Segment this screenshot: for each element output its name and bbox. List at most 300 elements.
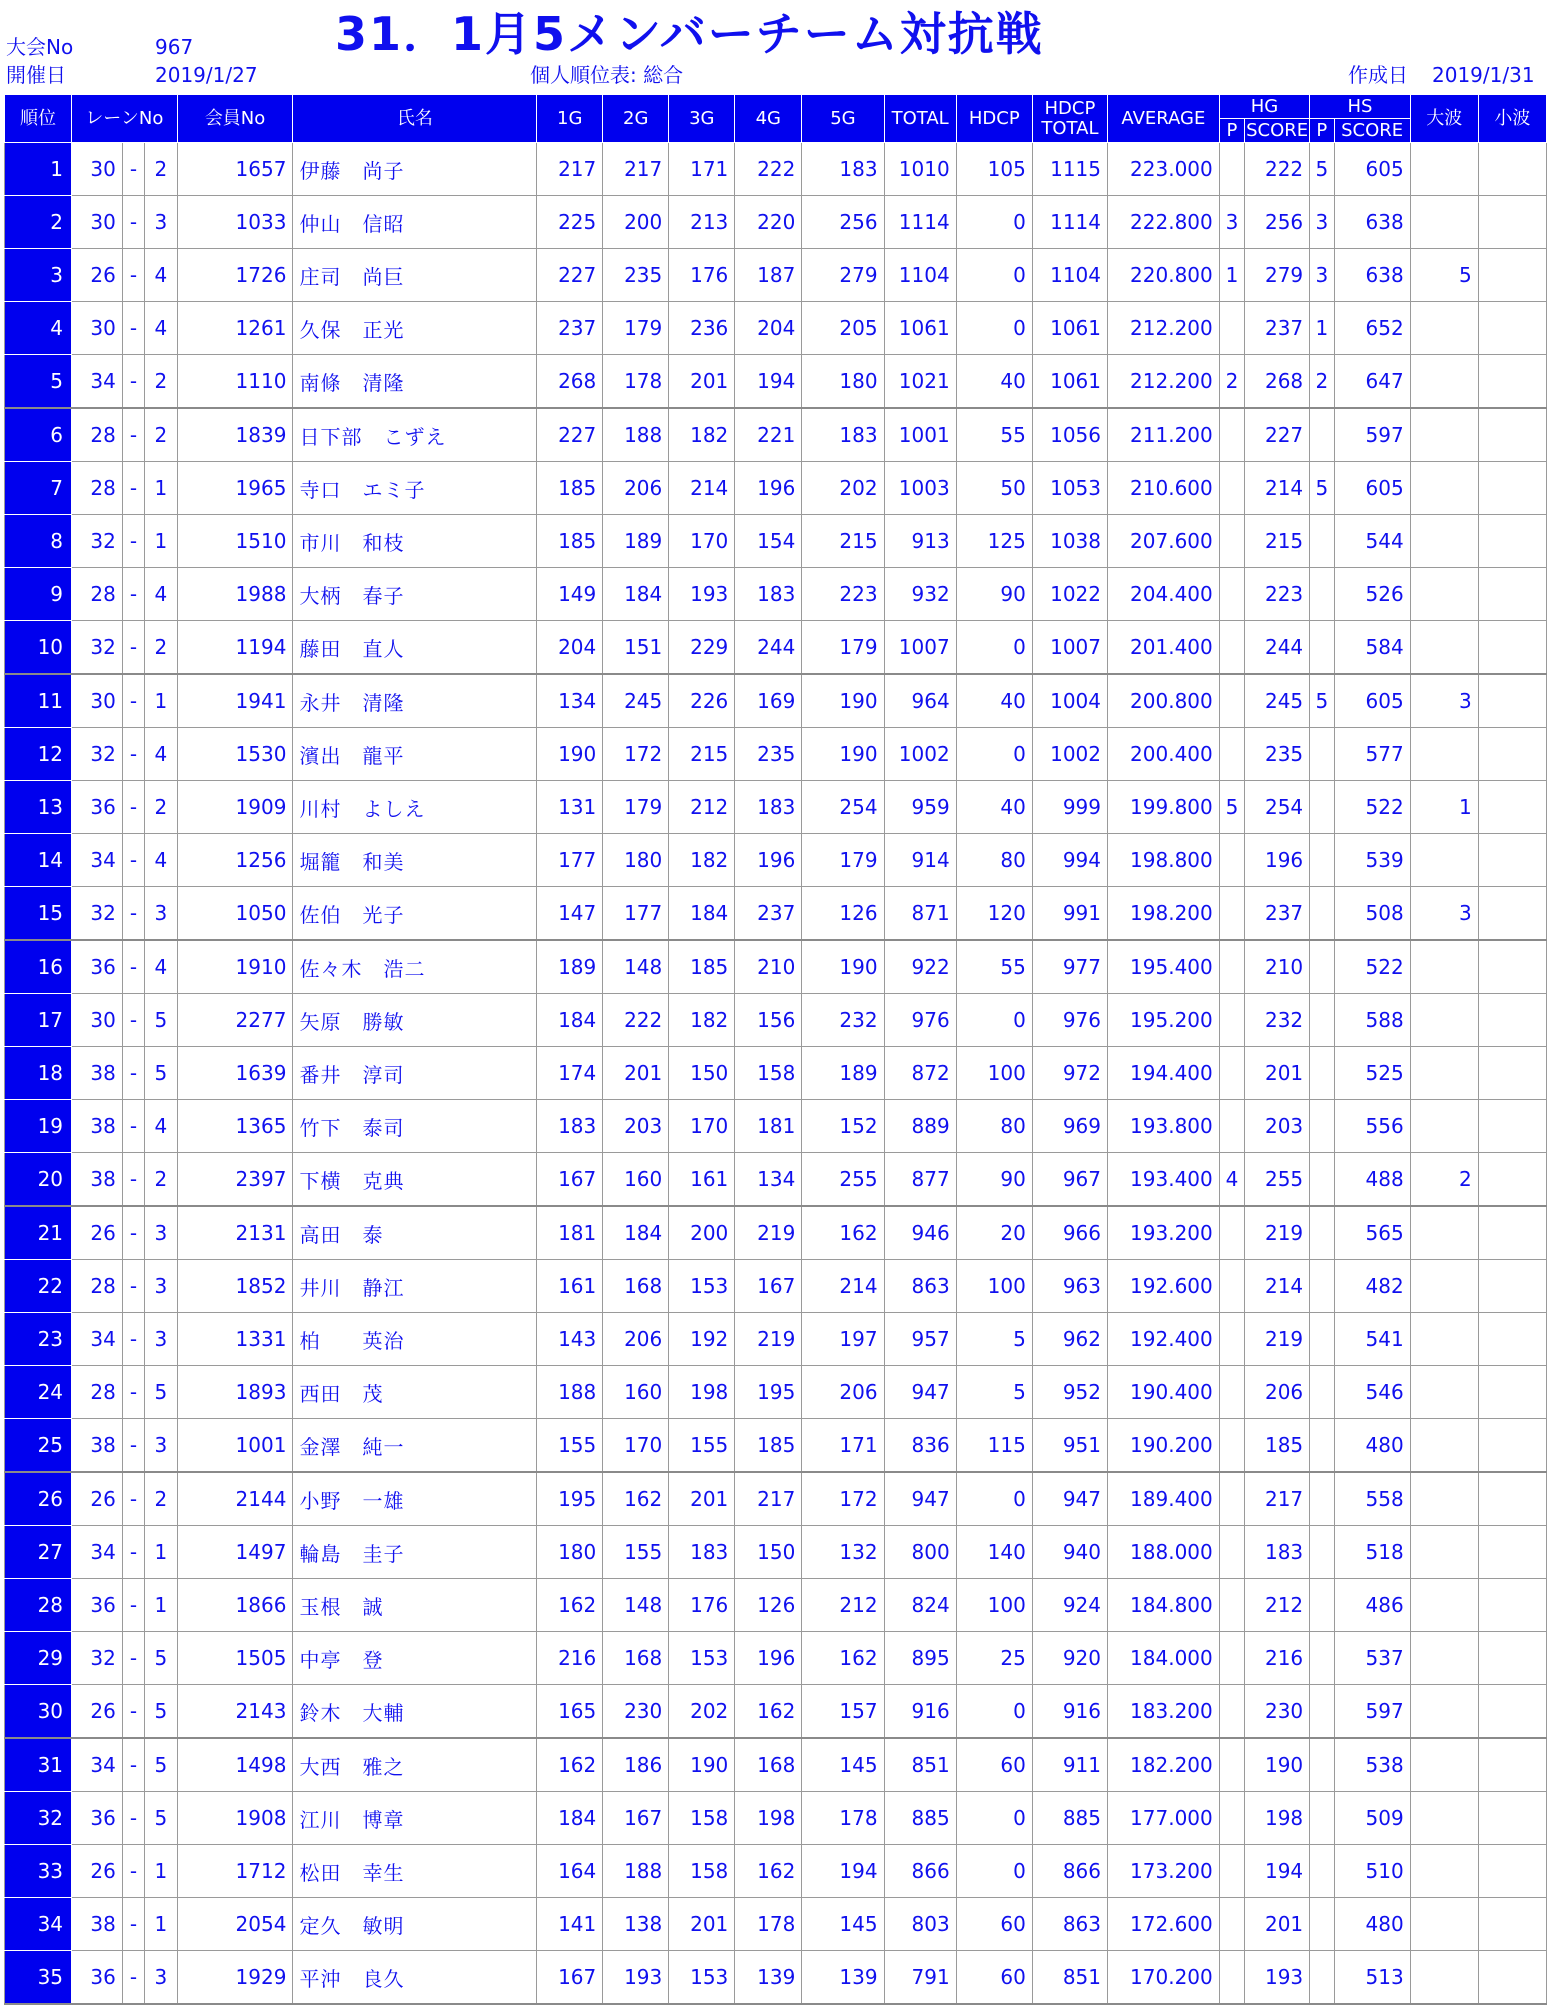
name-cell: 小野 一雄 — [293, 1472, 537, 1526]
hs-p-cell — [1310, 1792, 1334, 1845]
game2-cell: 206 — [603, 462, 669, 515]
hdcp-total-cell: 851 — [1032, 1951, 1107, 2005]
game3-cell: 212 — [669, 781, 735, 834]
big-wave-cell — [1410, 1632, 1478, 1685]
lane-pos-cell: 5 — [145, 1792, 178, 1845]
hdcp-total-cell: 994 — [1032, 834, 1107, 887]
big-wave-cell — [1410, 1100, 1478, 1153]
hg-score-cell: 255 — [1245, 1153, 1310, 1207]
average-cell: 198.200 — [1108, 887, 1220, 941]
hg-p-cell — [1219, 1845, 1244, 1898]
lane-cell: 28 — [72, 568, 123, 621]
name-cell: 市川 和枝 — [293, 515, 537, 568]
small-wave-cell — [1478, 1526, 1546, 1579]
hs-p-cell — [1310, 1260, 1334, 1313]
lane-pos-cell: 2 — [145, 1472, 178, 1526]
hg-score-cell: 245 — [1245, 674, 1310, 728]
hg-p-cell — [1219, 1792, 1244, 1845]
game5-cell: 190 — [802, 940, 884, 994]
lane-cell: 26 — [72, 1472, 123, 1526]
hdcp-total-cell: 972 — [1032, 1047, 1107, 1100]
game2-cell: 162 — [603, 1472, 669, 1526]
hdcp-total-cell: 885 — [1032, 1792, 1107, 1845]
lane-pos-cell: 3 — [145, 1313, 178, 1366]
hdcp-cell: 0 — [956, 1845, 1032, 1898]
hs-score-cell: 588 — [1334, 994, 1410, 1047]
hdcp-cell: 0 — [956, 302, 1032, 355]
game3-cell: 184 — [669, 887, 735, 941]
table-row — [5, 1526, 1547, 1579]
game2-cell: 206 — [603, 1313, 669, 1366]
hs-score-cell: 480 — [1334, 1419, 1410, 1473]
event-date: 2019/1/27 — [155, 63, 258, 87]
average-cell: 195.200 — [1108, 994, 1220, 1047]
hdcp-cell: 0 — [956, 1472, 1032, 1526]
hs-p-cell — [1310, 994, 1334, 1047]
game5-cell: 162 — [802, 1206, 884, 1260]
lane-dash-cell: - — [122, 143, 144, 196]
table-row — [5, 1738, 1547, 1792]
rank-cell: 20 — [5, 1153, 72, 1207]
hg-p-cell — [1219, 1313, 1244, 1366]
name-cell: 佐伯 光子 — [293, 887, 537, 941]
lane-cell: 36 — [72, 1951, 123, 2005]
lane-cell: 38 — [72, 1898, 123, 1951]
hdcp-cell: 90 — [956, 1153, 1032, 1207]
lane-pos-cell: 3 — [145, 1419, 178, 1473]
hg-p-cell — [1219, 887, 1244, 941]
hs-p-cell — [1310, 515, 1334, 568]
game5-cell: 189 — [802, 1047, 884, 1100]
average-cell: 207.600 — [1108, 515, 1220, 568]
hg-p-cell — [1219, 728, 1244, 781]
hg-score-cell: 232 — [1245, 994, 1310, 1047]
big-wave-cell — [1410, 196, 1478, 249]
lane-dash-cell: - — [122, 249, 144, 302]
lane-pos-cell: 5 — [145, 1685, 178, 1739]
game2-cell: 235 — [603, 249, 669, 302]
hdcp-cell: 20 — [956, 1206, 1032, 1260]
hg-p-cell — [1219, 302, 1244, 355]
game3-cell: 182 — [669, 408, 735, 462]
game5-cell: 255 — [802, 1153, 884, 1207]
hdcp-cell: 125 — [956, 515, 1032, 568]
hg-p-cell — [1219, 1419, 1244, 1473]
big-wave-cell — [1410, 462, 1478, 515]
name-cell: 竹下 泰司 — [293, 1100, 537, 1153]
table-row — [5, 1898, 1547, 1951]
game1-cell: 147 — [537, 887, 603, 941]
table-row — [5, 1366, 1547, 1419]
game3-cell: 170 — [669, 1100, 735, 1153]
lane-pos-cell: 5 — [145, 1632, 178, 1685]
lane-dash-cell: - — [122, 1472, 144, 1526]
small-wave-cell — [1478, 1153, 1546, 1207]
big-wave-cell — [1410, 355, 1478, 409]
hdcp-total-cell: 1007 — [1032, 621, 1107, 675]
game2-cell: 178 — [603, 355, 669, 409]
lane-pos-cell: 4 — [145, 834, 178, 887]
game3-cell: 214 — [669, 462, 735, 515]
game2-cell: 245 — [603, 674, 669, 728]
name-cell: 番井 淳司 — [293, 1047, 537, 1100]
big-wave-cell — [1410, 1047, 1478, 1100]
hg-p-cell — [1219, 994, 1244, 1047]
big-wave-cell: 1 — [1410, 781, 1478, 834]
total-cell: 1003 — [884, 462, 956, 515]
game5-cell: 212 — [802, 1579, 884, 1632]
hdcp-cell: 40 — [956, 355, 1032, 409]
average-cell: 193.800 — [1108, 1100, 1220, 1153]
hg-score-cell: 216 — [1245, 1632, 1310, 1685]
small-wave-cell — [1478, 143, 1546, 196]
name-cell: 濱出 龍平 — [293, 728, 537, 781]
table-row — [5, 940, 1547, 994]
game1-cell: 165 — [537, 1685, 603, 1739]
member-no-cell: 2054 — [177, 1898, 293, 1951]
big-wave-cell — [1410, 1845, 1478, 1898]
member-no-cell: 1365 — [177, 1100, 293, 1153]
average-cell: 193.200 — [1108, 1206, 1220, 1260]
game4-cell: 156 — [735, 994, 802, 1047]
average-cell: 192.400 — [1108, 1313, 1220, 1366]
game1-cell: 217 — [537, 143, 603, 196]
small-wave-cell — [1478, 1047, 1546, 1100]
average-cell: 182.200 — [1108, 1738, 1220, 1792]
game2-cell: 184 — [603, 568, 669, 621]
game5-cell: 145 — [802, 1898, 884, 1951]
lane-cell: 38 — [72, 1100, 123, 1153]
hg-score-cell: 256 — [1245, 196, 1310, 249]
page-title: 31．1月5メンバーチーム対抗戦 — [335, 7, 1044, 61]
col-name: 氏名 — [293, 95, 537, 143]
hs-score-cell: 522 — [1334, 781, 1410, 834]
game2-cell: 188 — [603, 408, 669, 462]
game4-cell: 217 — [735, 1472, 802, 1526]
game4-cell: 134 — [735, 1153, 802, 1207]
hs-p-cell — [1310, 781, 1334, 834]
rank-cell: 17 — [5, 994, 72, 1047]
member-no-cell: 2277 — [177, 994, 293, 1047]
average-cell: 200.400 — [1108, 728, 1220, 781]
table-row — [5, 1792, 1547, 1845]
name-cell: 井川 静江 — [293, 1260, 537, 1313]
game2-cell: 217 — [603, 143, 669, 196]
table-body — [5, 143, 1547, 2005]
hs-score-cell: 539 — [1334, 834, 1410, 887]
hdcp-total-cell: 1038 — [1032, 515, 1107, 568]
hdcp-total-cell: 940 — [1032, 1526, 1107, 1579]
hs-p-cell: 3 — [1310, 196, 1334, 249]
lane-cell: 32 — [72, 728, 123, 781]
col-hs-score: SCORE — [1334, 119, 1410, 143]
hdcp-total-cell: 999 — [1032, 781, 1107, 834]
total-cell: 1104 — [884, 249, 956, 302]
average-cell: 198.800 — [1108, 834, 1220, 887]
hg-score-cell: 183 — [1245, 1526, 1310, 1579]
lane-pos-cell: 5 — [145, 994, 178, 1047]
rank-cell: 29 — [5, 1632, 72, 1685]
game4-cell: 183 — [735, 781, 802, 834]
average-cell: 200.800 — [1108, 674, 1220, 728]
lane-dash-cell: - — [122, 994, 144, 1047]
game2-cell: 186 — [603, 1738, 669, 1792]
member-no-cell: 1510 — [177, 515, 293, 568]
hdcp-cell: 100 — [956, 1047, 1032, 1100]
game3-cell: 176 — [669, 1579, 735, 1632]
hs-score-cell: 577 — [1334, 728, 1410, 781]
rank-cell: 33 — [5, 1845, 72, 1898]
total-cell: 800 — [884, 1526, 956, 1579]
hs-p-cell — [1310, 568, 1334, 621]
small-wave-cell — [1478, 940, 1546, 994]
game2-cell: 201 — [603, 1047, 669, 1100]
lane-dash-cell: - — [122, 1366, 144, 1419]
member-no-cell: 1050 — [177, 887, 293, 941]
lane-pos-cell: 4 — [145, 940, 178, 994]
big-wave-cell — [1410, 1366, 1478, 1419]
hg-score-cell: 194 — [1245, 1845, 1310, 1898]
hs-score-cell: 605 — [1334, 462, 1410, 515]
game4-cell: 181 — [735, 1100, 802, 1153]
table-row — [5, 1206, 1547, 1260]
lane-dash-cell: - — [122, 1206, 144, 1260]
game3-cell: 226 — [669, 674, 735, 728]
hdcp-cell: 0 — [956, 249, 1032, 302]
big-wave-cell — [1410, 1951, 1478, 2005]
game4-cell: 194 — [735, 355, 802, 409]
total-cell: 913 — [884, 515, 956, 568]
big-wave-cell — [1410, 1526, 1478, 1579]
rank-cell: 6 — [5, 408, 72, 462]
small-wave-cell — [1478, 302, 1546, 355]
member-no-cell: 1941 — [177, 674, 293, 728]
lane-dash-cell: - — [122, 1685, 144, 1739]
hs-score-cell: 482 — [1334, 1260, 1410, 1313]
game4-cell: 219 — [735, 1206, 802, 1260]
lane-dash-cell: - — [122, 1579, 144, 1632]
total-cell: 946 — [884, 1206, 956, 1260]
game5-cell: 190 — [802, 728, 884, 781]
hdcp-cell: 90 — [956, 568, 1032, 621]
big-wave-cell — [1410, 728, 1478, 781]
game4-cell: 150 — [735, 1526, 802, 1579]
average-cell: 212.200 — [1108, 355, 1220, 409]
hdcp-cell: 0 — [956, 1792, 1032, 1845]
lane-pos-cell: 5 — [145, 1047, 178, 1100]
hg-p-cell — [1219, 568, 1244, 621]
hs-p-cell: 5 — [1310, 674, 1334, 728]
name-cell: 藤田 直人 — [293, 621, 537, 675]
name-cell: 伊藤 尚子 — [293, 143, 537, 196]
big-wave-cell: 5 — [1410, 249, 1478, 302]
game1-cell: 162 — [537, 1738, 603, 1792]
lane-pos-cell: 2 — [145, 408, 178, 462]
member-no-cell: 1639 — [177, 1047, 293, 1100]
game2-cell: 148 — [603, 940, 669, 994]
lane-dash-cell: - — [122, 196, 144, 249]
total-cell: 1010 — [884, 143, 956, 196]
game4-cell: 204 — [735, 302, 802, 355]
game5-cell: 214 — [802, 1260, 884, 1313]
game3-cell: 213 — [669, 196, 735, 249]
game5-cell: 179 — [802, 621, 884, 675]
small-wave-cell — [1478, 834, 1546, 887]
total-cell: 895 — [884, 1632, 956, 1685]
hdcp-cell: 5 — [956, 1366, 1032, 1419]
table-row — [5, 249, 1547, 302]
game4-cell: 139 — [735, 1951, 802, 2005]
game3-cell: 215 — [669, 728, 735, 781]
small-wave-cell — [1478, 1632, 1546, 1685]
small-wave-cell — [1478, 1100, 1546, 1153]
hdcp-total-cell: 1115 — [1032, 143, 1107, 196]
lane-cell: 28 — [72, 462, 123, 515]
average-cell: 190.400 — [1108, 1366, 1220, 1419]
col-small-wave: 小波 — [1478, 95, 1546, 143]
game4-cell: 168 — [735, 1738, 802, 1792]
big-wave-cell: 3 — [1410, 674, 1478, 728]
hg-p-cell — [1219, 1951, 1244, 2005]
lane-pos-cell: 4 — [145, 249, 178, 302]
game1-cell: 181 — [537, 1206, 603, 1260]
lane-cell: 34 — [72, 1526, 123, 1579]
game1-cell: 184 — [537, 1792, 603, 1845]
hs-score-cell: 538 — [1334, 1738, 1410, 1792]
small-wave-cell — [1478, 462, 1546, 515]
game2-cell: 172 — [603, 728, 669, 781]
member-no-cell: 1929 — [177, 1951, 293, 2005]
small-wave-cell — [1478, 621, 1546, 675]
hdcp-cell: 0 — [956, 1685, 1032, 1739]
game3-cell: 202 — [669, 1685, 735, 1739]
created-label: 作成日 — [1348, 63, 1408, 87]
lane-cell: 34 — [72, 1738, 123, 1792]
hg-p-cell — [1219, 674, 1244, 728]
col-hs-p: P — [1310, 119, 1334, 143]
small-wave-cell — [1478, 1898, 1546, 1951]
average-cell: 193.400 — [1108, 1153, 1220, 1207]
game4-cell: 244 — [735, 621, 802, 675]
hg-p-cell — [1219, 834, 1244, 887]
hg-score-cell: 227 — [1245, 408, 1310, 462]
lane-dash-cell: - — [122, 1153, 144, 1207]
hg-p-cell — [1219, 940, 1244, 994]
game5-cell: 157 — [802, 1685, 884, 1739]
average-cell: 170.200 — [1108, 1951, 1220, 2005]
big-wave-cell — [1410, 1898, 1478, 1951]
hdcp-cell: 5 — [956, 1313, 1032, 1366]
average-cell: 188.000 — [1108, 1526, 1220, 1579]
lane-pos-cell: 2 — [145, 355, 178, 409]
game4-cell: 196 — [735, 834, 802, 887]
hs-score-cell: 522 — [1334, 940, 1410, 994]
game3-cell: 150 — [669, 1047, 735, 1100]
game2-cell: 179 — [603, 781, 669, 834]
hg-p-cell — [1219, 1366, 1244, 1419]
hg-score-cell: 201 — [1245, 1047, 1310, 1100]
created-date: 2019/1/31 — [1432, 63, 1535, 87]
hs-score-cell: 541 — [1334, 1313, 1410, 1366]
big-wave-cell — [1410, 1419, 1478, 1473]
lane-cell: 34 — [72, 834, 123, 887]
game1-cell: 185 — [537, 515, 603, 568]
hdcp-total-cell: 947 — [1032, 1472, 1107, 1526]
hg-p-cell — [1219, 408, 1244, 462]
lane-cell: 36 — [72, 1579, 123, 1632]
lane-dash-cell: - — [122, 515, 144, 568]
game2-cell: 193 — [603, 1951, 669, 2005]
game3-cell: 153 — [669, 1951, 735, 2005]
table-row — [5, 1845, 1547, 1898]
report-subtitle: 個人順位表: 総合 — [530, 63, 684, 87]
hdcp-total-cell: 866 — [1032, 1845, 1107, 1898]
big-wave-cell — [1410, 568, 1478, 621]
hs-score-cell: 647 — [1334, 355, 1410, 409]
hs-score-cell: 508 — [1334, 887, 1410, 941]
game4-cell: 221 — [735, 408, 802, 462]
game4-cell: 235 — [735, 728, 802, 781]
hdcp-total-cell: 977 — [1032, 940, 1107, 994]
hdcp-cell: 120 — [956, 887, 1032, 941]
lane-cell: 34 — [72, 355, 123, 409]
hs-score-cell: 526 — [1334, 568, 1410, 621]
hdcp-cell: 0 — [956, 728, 1032, 781]
hg-score-cell: 222 — [1245, 143, 1310, 196]
member-no-cell: 2143 — [177, 1685, 293, 1739]
hs-score-cell: 638 — [1334, 249, 1410, 302]
average-cell: 194.400 — [1108, 1047, 1220, 1100]
member-no-cell: 1331 — [177, 1313, 293, 1366]
rank-cell: 11 — [5, 674, 72, 728]
game2-cell: 160 — [603, 1366, 669, 1419]
game5-cell: 194 — [802, 1845, 884, 1898]
hg-p-cell — [1219, 1685, 1244, 1739]
member-no-cell: 1852 — [177, 1260, 293, 1313]
col-total: TOTAL — [884, 95, 956, 143]
rank-cell: 34 — [5, 1898, 72, 1951]
table-row — [5, 887, 1547, 941]
lane-dash-cell: - — [122, 408, 144, 462]
average-cell: 223.000 — [1108, 143, 1220, 196]
member-no-cell: 1505 — [177, 1632, 293, 1685]
lane-cell: 26 — [72, 1206, 123, 1260]
game3-cell: 183 — [669, 1526, 735, 1579]
col-g3: 3G — [669, 95, 735, 143]
table-row — [5, 143, 1547, 196]
game1-cell: 268 — [537, 355, 603, 409]
total-cell: 889 — [884, 1100, 956, 1153]
hdcp-cell: 0 — [956, 196, 1032, 249]
game1-cell: 164 — [537, 1845, 603, 1898]
member-no-cell: 1110 — [177, 355, 293, 409]
hg-score-cell: 244 — [1245, 621, 1310, 675]
hs-score-cell: 597 — [1334, 1685, 1410, 1739]
hdcp-cell: 115 — [956, 1419, 1032, 1473]
member-no-cell: 2131 — [177, 1206, 293, 1260]
average-cell: 220.800 — [1108, 249, 1220, 302]
member-no-cell: 1893 — [177, 1366, 293, 1419]
hdcp-cell: 60 — [956, 1951, 1032, 2005]
game4-cell: 154 — [735, 515, 802, 568]
total-cell: 947 — [884, 1366, 956, 1419]
col-hdcp-total-line2: TOTAL — [1041, 117, 1099, 139]
lane-cell: 28 — [72, 1366, 123, 1419]
game3-cell: 176 — [669, 249, 735, 302]
hg-score-cell: 215 — [1245, 515, 1310, 568]
game4-cell: 162 — [735, 1845, 802, 1898]
hg-p-cell — [1219, 1206, 1244, 1260]
